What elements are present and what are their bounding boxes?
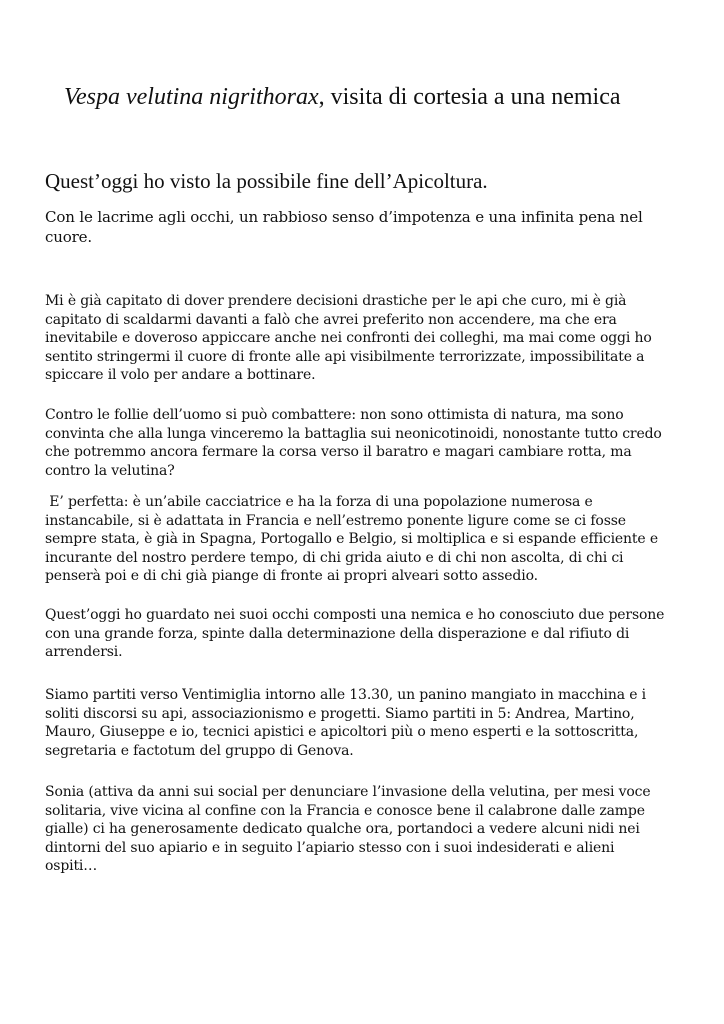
text-line: dintorni del suo apiario e in seguito l’apiario stesso con i suoi indesiderati e alieni: [45, 839, 615, 856]
text-line: contro la velutina?: [45, 462, 175, 479]
text-line: Mauro, Giuseppe e io, tecnici apistici e apicoltori più o meno esperti e la sottoscritta,: [45, 724, 639, 740]
text-line: capitato di scaldarmi davanti a falò che avrei preferito non accendere, ma che era: [45, 311, 617, 328]
text-line: instancabile, si è adattata in Francia e nell’estremo ponente ligure come se ci fosse: [45, 512, 626, 529]
lead-paragraph: [45, 207, 685, 247]
text-line: soliti discorsi su api, associazionismo e progetti. Siamo partiti in 5: Andrea, Martino,: [45, 705, 635, 722]
text-line: convinta che alla lunga vinceremo la battaglia sui neonicotinoidi, nonostante tutto credo: [45, 425, 662, 442]
text-line: spiccare il volo per andare a bottinare.: [45, 367, 316, 383]
text-line: E’ perfetta: è un’abile cacciatrice e ha la forza di una popolazione numerosa e: [45, 494, 593, 510]
text-line: sentito stringermi il cuore di fronte alle api visibilmente terrorizzate, impossibilitate a: [45, 348, 645, 365]
text-line: Mi è già capitato di dover prendere decisioni drastiche per le api che curo, mi è già: [45, 293, 627, 309]
text-line: con una grande forza, spinte dalla determinazione della disperazione e dal rifiuto di: [45, 625, 630, 642]
text-line: segretaria e factotum del gruppo di Genova.: [45, 742, 354, 759]
text-line: che potremmo ancora fermare la corsa verso il baratro e magari cambiare rotta, ma: [45, 444, 632, 460]
title-rest: , visita di cortesia a una nemica: [318, 84, 621, 110]
text-line: incurante del nostro perdere tempo, di chi grida aiuto e di chi non ascolta, di chi ci: [45, 549, 624, 566]
text-line: penserà poi e di chi già piange di fronte ai propri alveari sotto assedio.: [45, 568, 538, 584]
text-line: gialle) ci ha generosamente dedicato qualche ora, portandoci a vedere alcuni nidi nei: [45, 821, 640, 837]
paragraph-follies: [45, 406, 685, 480]
text-line: ospiti…: [45, 858, 98, 874]
text-line: cuore.: [45, 228, 93, 246]
text-line: inevitabile e doveroso appiccare anche nei confronti dei colleghi, ma mai come oggi ho: [45, 330, 652, 346]
paragraph-sonia: [45, 783, 685, 876]
paragraph-enemy: [45, 606, 685, 662]
text-line: Sonia (attiva da anni sui social per denunciare l’invasione della velutina, per mesi voce: [45, 784, 651, 800]
title-species-name: Vespa velutina nigrithorax: [64, 84, 319, 110]
document-subtitle: Quest’oggi ho visto la possibile fine dell’Apicoltura.: [45, 169, 488, 193]
text-line: Siamo partiti verso Ventimiglia intorno alle 13.30, un panino mangiato in macchina e i: [45, 687, 647, 703]
text-line: arrendersi.: [45, 644, 123, 660]
text-line: sempre stata, è già in Spagna, Portogallo e Belgio, si moltiplica e si espande efficiente e: [45, 531, 658, 547]
text-line: Quest’oggi ho guardato nei suoi occhi composti una nemica e ho conosciuto due persone: [45, 607, 665, 623]
text-line: solitaria, vive vicina al confine con la Francia e conosce bene il calabrone dalle zampe: [45, 802, 645, 819]
document-title: [64, 82, 714, 112]
text-line: Con le lacrime agli occhi, un rabbioso senso d’impotenza e una infinita pena nel: [45, 208, 643, 226]
text-line: Contro le follie dell’uomo si può combattere: non sono ottimista di natura, ma sono: [45, 407, 624, 423]
paragraph-perfect: [45, 493, 685, 586]
paragraph-decisions: [45, 292, 685, 385]
paragraph-departure: [45, 686, 685, 760]
